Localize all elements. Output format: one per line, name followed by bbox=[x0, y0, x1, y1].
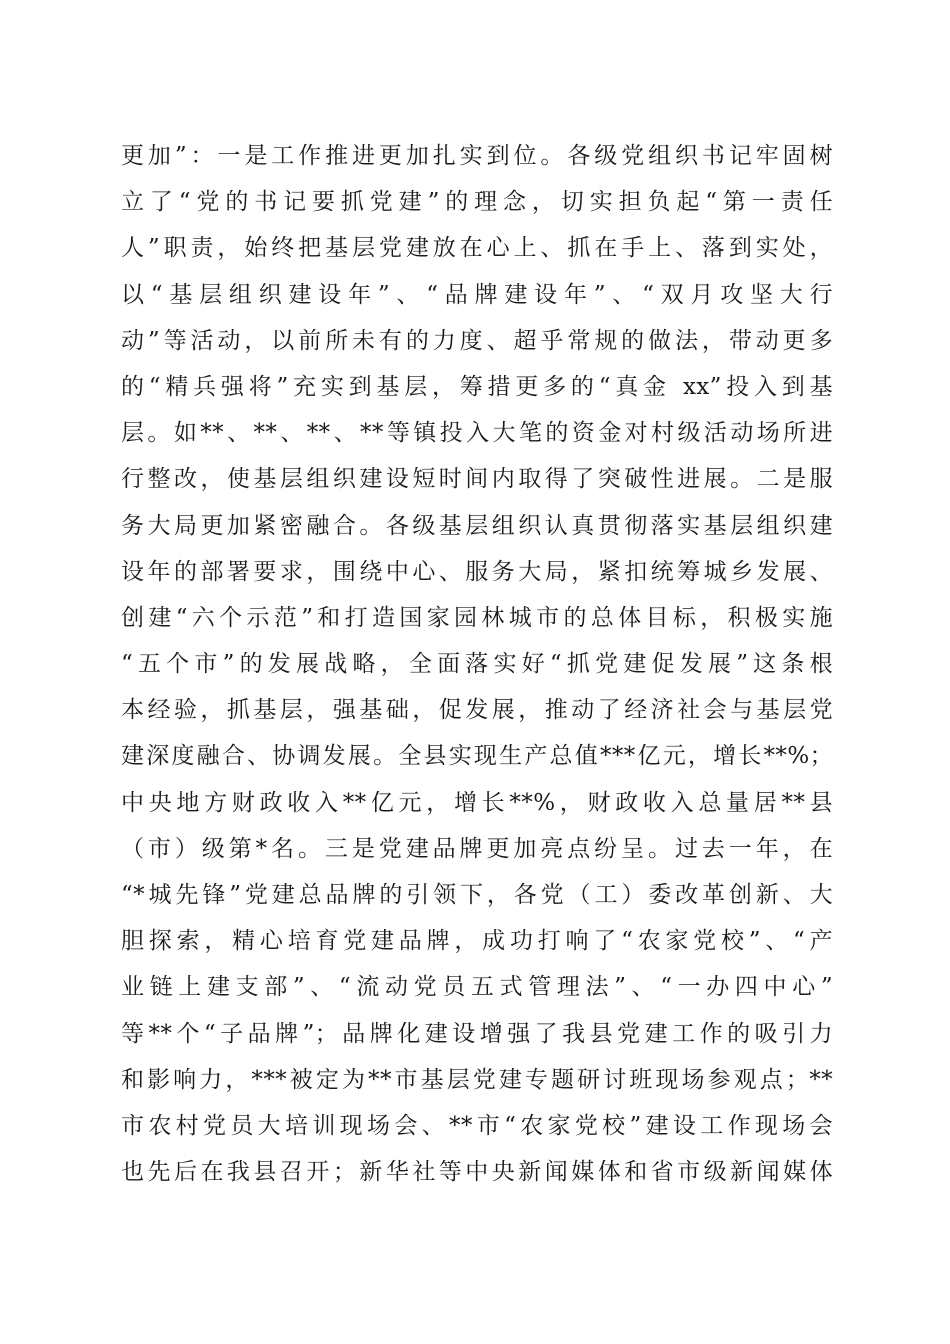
text-line: 层。如**、**、**、**等镇投入大笔的资金对村级活动场所进 bbox=[121, 420, 833, 447]
text-line: 本经验，抓基层，强基础，促发展，推动了经济社会与基层党 bbox=[121, 697, 833, 724]
text-line: 业链上建支部”、“流动党员五式管理法”、“一办四中心” bbox=[121, 974, 833, 1001]
text-line: 胆探索，精心培育党建品牌，成功打响了“农家党校”、“产 bbox=[121, 928, 833, 955]
text-line: （市）级第*名。三是党建品牌更加亮点纷呈。过去一年，在 bbox=[121, 835, 833, 862]
text-line: 立了“党的书记要抓党建”的理念，切实担负起“第一责任 bbox=[121, 189, 833, 216]
text-line: 设年的部署要求，围绕中心、服务大局，紧扣统筹城乡发展、 bbox=[121, 558, 833, 585]
text-line: 建深度融合、协调发展。全县实现生产总值***亿元，增长**%； bbox=[121, 743, 833, 770]
text-line: “五个市”的发展战略，全面落实好“抓党建促发展”这条根 bbox=[121, 651, 833, 678]
text-line: 和影响力，***被定为**市基层党建专题研讨班现场参观点；** bbox=[121, 1066, 833, 1093]
text-line: 以“基层组织建设年”、“品牌建设年”、“双月攻坚大行 bbox=[121, 281, 833, 308]
body-text bbox=[121, 133, 833, 1195]
text-line: 的“精兵强将”充实到基层，筹措更多的“真金 xx”投入到基 bbox=[121, 373, 833, 400]
text-line: 等**个“子品牌”；品牌化建设增强了我县党建工作的吸引力 bbox=[121, 1020, 833, 1047]
text-line: “*城先锋”党建总品牌的引领下，各党（工）委改革创新、大 bbox=[121, 882, 833, 908]
text-line: 也先后在我县召开；新华社等中央新闻媒体和省市级新闻媒体 bbox=[121, 1159, 833, 1186]
text-line: 中央地方财政收入**亿元，增长**%，财政收入总量居**县 bbox=[121, 789, 833, 816]
text-line: 更加”：一是工作推进更加扎实到位。各级党组织书记牢固树 bbox=[121, 143, 833, 169]
text-line: 动”等活动，以前所未有的力度、超乎常规的做法，带动更多 bbox=[121, 327, 833, 354]
text-line: 务大局更加紧密融合。各级基层组织认真贯彻落实基层组织建 bbox=[121, 512, 833, 539]
text-line: 行整改，使基层组织建设短时间内取得了突破性进展。二是服 bbox=[121, 466, 833, 493]
text-line: 创建“六个示范”和打造国家园林城市的总体目标，积极实施 bbox=[121, 604, 833, 631]
text-line: 市农村党员大培训现场会、**市“农家党校”建设工作现场会 bbox=[121, 1112, 833, 1139]
text-line: 人”职责，始终把基层党建放在心上、抓在手上、落到实处， bbox=[121, 235, 833, 262]
